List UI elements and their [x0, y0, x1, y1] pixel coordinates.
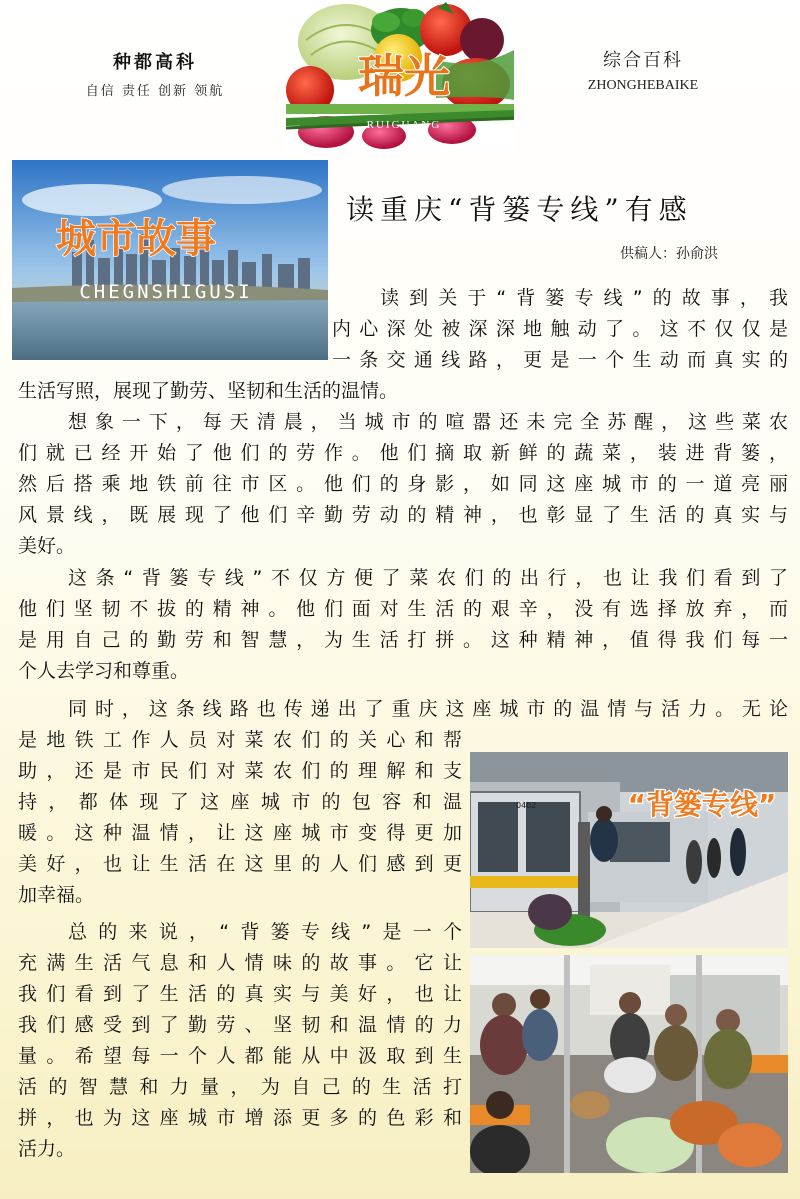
text-line: 我们看到了生活的真实与美好，也让 [18, 983, 462, 1005]
text-line: 活力。 [18, 1138, 76, 1160]
text-line: 量。希望每一个人都能从中汲取到生 [18, 1045, 462, 1067]
article-author: 供稿人：孙俞洪 [620, 246, 718, 262]
train-number: 0402 [516, 801, 537, 810]
text-line: 活的智慧和力量，为自己的生活打 [18, 1076, 462, 1098]
article-title: 读重庆“背篓专线”有感 [346, 193, 693, 226]
brand-name: 种都高科 [113, 52, 197, 73]
section-label-en: ZHONGHEBAIKE [587, 78, 699, 93]
banner-subtitle: CHEGNSHIGUSI [79, 281, 253, 303]
text-line: 内心深处被深深地触动了。这不仅仅是 [332, 318, 788, 340]
text-line: 读到关于“背篓专线”的故事，我 [380, 287, 788, 309]
logo-text: 瑞光 [358, 49, 450, 103]
banner-title: 城市故事 [56, 216, 216, 262]
text-line: 风景线，既展现了他们辛勤劳动的精神，也彰显了生活的真实与 [18, 504, 788, 526]
text-line: 美好，也让生活在这里的人们感到更 [18, 853, 462, 875]
text-line: 想象一下，每天清晨，当城市的喧嚣还未完全苏醒，这些菜农 [68, 411, 788, 433]
section-label-cn: 综合百科 [603, 50, 683, 71]
text-line: 然后搭乘地铁前往市区。他们的身影，如同这座城市的一道亮丽 [18, 473, 788, 495]
city-story-banner [12, 160, 328, 360]
metro-carriage-photo [470, 955, 788, 1173]
text-line: 们就已经开始了他们的劳作。他们摘取新鲜的蔬菜，装进背篓， [18, 442, 788, 464]
text-line: 加幸福。 [18, 884, 95, 906]
header-brand-block [70, 48, 240, 99]
text-line: 是用自己的勤劳和智慧，为生活打拼。这种精神，值得我们每一 [18, 629, 788, 651]
brand-motto: 自信 责任 创新 领航 [85, 84, 225, 99]
logo-subtext: RUIGUANG [366, 119, 442, 131]
text-line: 持，都体现了这座城市的包容和温 [18, 791, 462, 813]
text-line: 他们坚韧不拔的精神。他们面对生活的艰辛，没有选择放弃，而 [18, 598, 788, 620]
metro-platform-photo [470, 752, 788, 948]
text-line: 美好。 [18, 535, 76, 557]
text-line: 总的来说，“背篓专线”是一个 [68, 921, 462, 943]
text-line: 充满生活气息和人情味的故事。它让 [18, 952, 462, 974]
text-line: 我们感受到了勤劳、坚韧和温情的力 [18, 1014, 462, 1036]
text-line: 拼，也为这座城市增添更多的色彩和 [18, 1107, 462, 1129]
ruiguang-logo [286, 0, 514, 152]
text-line: 生活写照，展现了勤劳、坚韧和生活的温情。 [18, 380, 399, 402]
text-line: 暖。这种温情，让这座城市变得更加 [18, 822, 462, 844]
text-line: 这条“背篓专线”不仅方便了菜农们的出行，也让我们看到了 [68, 567, 788, 589]
text-line: 是地铁工作人员对菜农们的关心和帮 [18, 729, 462, 751]
text-line: 个人去学习和尊重。 [18, 660, 190, 682]
text-line: 一条交通线路，更是一个生动而真实的 [332, 349, 788, 371]
photo-caption: “背篓专线” [627, 788, 777, 821]
text-line: 助，还是市民们对菜农们的理解和支 [18, 760, 462, 782]
text-line: 同时，这条线路也传递出了重庆这座城市的温情与活力。无论 [68, 698, 788, 720]
section-label-block [568, 46, 718, 94]
